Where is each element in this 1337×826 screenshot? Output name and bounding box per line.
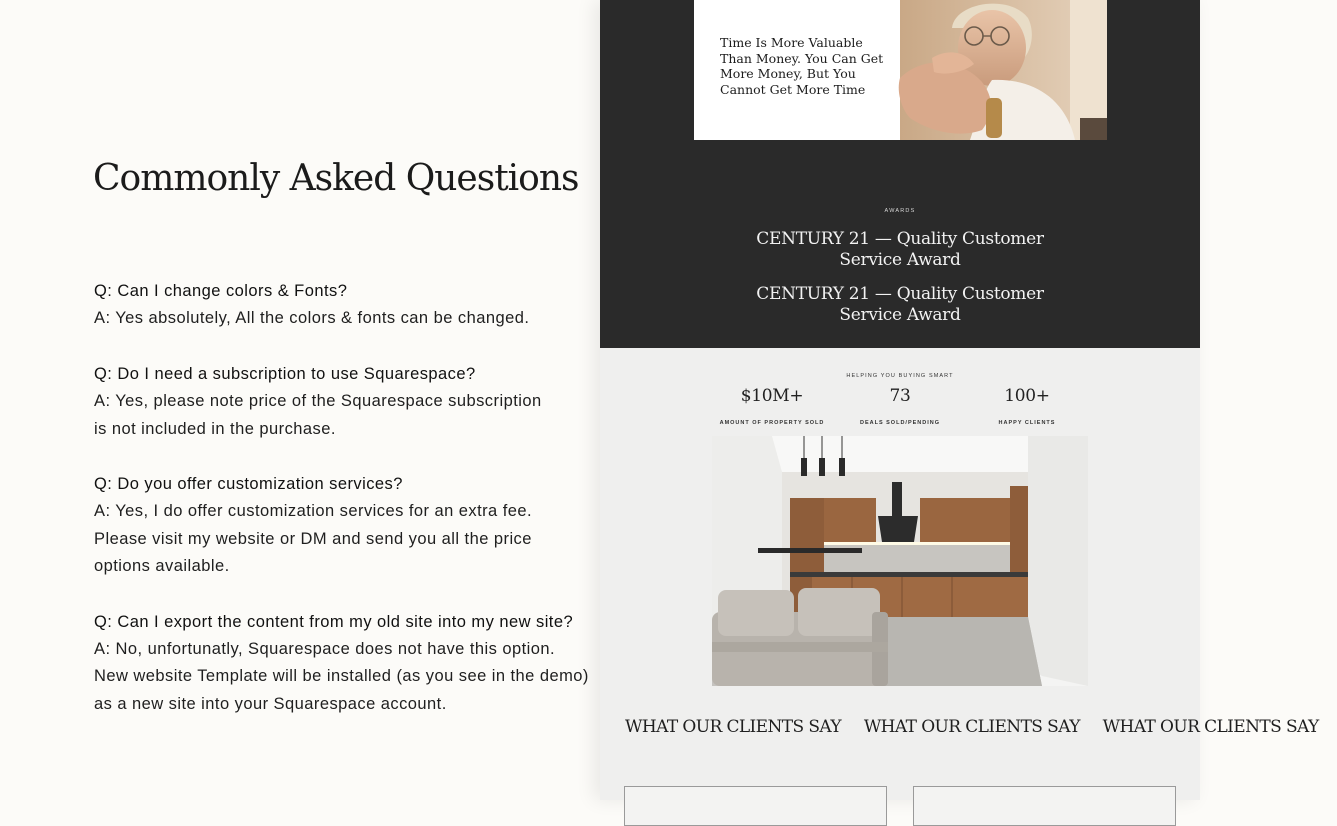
faq-item [94, 361, 584, 443]
faq-answer-line: A: No, unfortunatly, Squarespace does not have this option. [94, 640, 556, 659]
stat-property-sold [702, 386, 842, 426]
faq-answer-line: New website Template will be installed (as you see in the demo) [94, 667, 589, 686]
faq-item [94, 278, 584, 333]
faq-answer-line: options available. [94, 557, 230, 576]
awards-section [600, 0, 1200, 348]
faq-title: Commonly Asked Questions [93, 158, 579, 199]
faq-question: Q: Can I change colors & Fonts? [94, 282, 348, 300]
faq-list [94, 278, 589, 746]
testimonial-card [913, 786, 1176, 826]
stat-label: DEALS SOLD/PENDING [859, 420, 941, 426]
marquee-text: WHAT OUR CLIENTS SAY [863, 717, 1080, 737]
award-line: Service Award [839, 249, 961, 270]
stat-value: 73 [889, 386, 911, 406]
stat-happy-clients [957, 386, 1097, 426]
marquee-text: WHAT OUR CLIENTS SAY [1102, 717, 1319, 737]
clients-say-marquee [625, 717, 1337, 737]
faq-panel [0, 0, 600, 800]
stat-deals [830, 386, 970, 426]
stat-value: 100+ [1004, 386, 1050, 406]
kitchen-photo [712, 436, 1088, 686]
stats-section [600, 348, 1319, 800]
marquee-text: WHAT OUR CLIENTS SAY [625, 717, 841, 737]
faq-answer-line: A: Yes absolutely, All the colors & fonts can be changed. [94, 309, 530, 328]
faq-answer-line: A: Yes, please note price of the Squarespace subscription [94, 392, 542, 411]
award-line: CENTURY 21 — Quality Customer [756, 284, 1044, 304]
faq-answer-line: Please visit my website or DM and send you all the price [94, 529, 532, 548]
testimonial-card [624, 786, 887, 826]
award-entry [600, 229, 1200, 270]
portrait-photo [900, 0, 1107, 140]
faq-answer-line: is not included in the purchase. [94, 419, 336, 438]
stat-label: AMOUNT OF PROPERTY SOLD [719, 420, 825, 426]
award-entry [600, 284, 1200, 325]
faq-item [94, 471, 584, 581]
stats-kicker: HELPING YOU BUYING SMART [846, 373, 954, 379]
awards-label: AWARDS [884, 208, 916, 214]
quote-card [694, 0, 900, 140]
faq-question: Q: Do you offer customization services? [94, 475, 403, 494]
faq-question: Q: Can I export the content from my old site into my new site? [94, 612, 574, 631]
faq-question: Q: Do I need a subscription to use Squarespace? [94, 364, 476, 383]
stat-label: HAPPY CLIENTS [998, 420, 1056, 426]
website-preview [600, 0, 1319, 800]
quote-text: Time Is More Valuable Than Money. You Can Get More Money, But You Cannot Get More Time [720, 35, 884, 97]
faq-item [94, 609, 589, 719]
faq-answer-line: as a new site into your Squarespace account. [94, 694, 447, 713]
faq-answer-line: A: Yes, I do offer customization services for an extra fee. [94, 502, 533, 521]
stat-value: $10M+ [740, 386, 804, 406]
award-line: CENTURY 21 — Quality Customer [756, 229, 1044, 249]
award-line: Service Award [839, 304, 961, 325]
